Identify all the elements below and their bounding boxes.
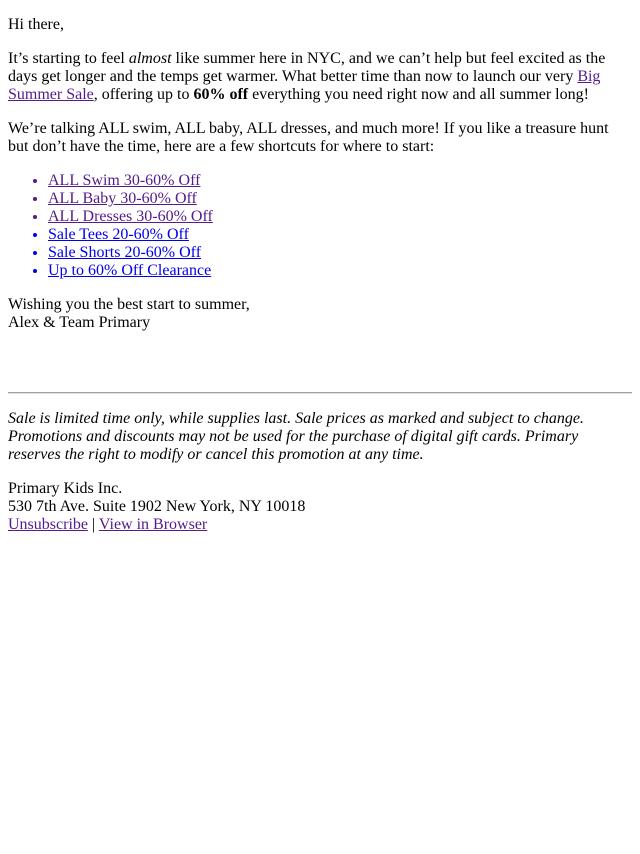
intro-text-1: It’s starting to feel	[8, 50, 129, 67]
sale-disclaimer: Sale is limited time only, while supplies last. Sale prices as marked and subject to change. Promotions and discounts may not be used for the purchase of digital gift cards. Primary reserves the right to modify or cancel this promotion at any time.	[8, 410, 584, 463]
signoff-signature: Alex & Team Primary	[8, 314, 151, 331]
signoff-line: Wishing you the best start to summer,	[8, 296, 250, 313]
unsubscribe-link[interactable]: Unsubscribe	[8, 516, 88, 533]
intro-paragraph	[8, 50, 632, 104]
shortcut-link-tees[interactable]: Sale Tees 20-60% Off	[48, 226, 189, 243]
shortcut-link-clearance[interactable]: Up to 60% Off Clearance	[48, 262, 212, 279]
shortcut-item-shorts	[48, 244, 632, 262]
shortcut-item-swim	[48, 172, 632, 190]
spacer	[8, 348, 632, 384]
shortcut-link-dresses[interactable]: ALL Dresses 30-60% Off	[48, 208, 213, 225]
company-name: Primary Kids Inc.	[8, 480, 123, 497]
intro-emphasis: almost	[128, 50, 172, 67]
company-address: 530 7th Ave. Suite 1902 New York, NY 10018	[8, 498, 306, 515]
footer-info	[8, 480, 632, 534]
shortcut-item-dresses	[48, 208, 632, 226]
shortcut-link-baby[interactable]: ALL Baby 30-60% Off	[48, 190, 197, 207]
intro-text-2: like summer here in NYC, and we can’t help but feel excited as the days get longer and the temps get warmer. What better time than now to launch our very	[8, 50, 606, 85]
view-in-browser-link[interactable]: View in Browser	[98, 516, 208, 533]
big-summer-sale-link[interactable]: Big Summer Sale	[8, 68, 601, 103]
footer-links	[8, 516, 632, 534]
intro-discount-bold: 60% off	[193, 86, 249, 103]
shortcut-item-baby	[48, 190, 632, 208]
shortcuts-list	[8, 172, 632, 280]
footer-divider	[8, 392, 632, 394]
shortcuts-intro: We’re talking ALL swim, ALL baby, ALL dresses, and much more! If you like a treasure hunt but don’t have the time, here are a few shortcuts for where to start:	[8, 120, 609, 155]
shortcut-link-shorts[interactable]: Sale Shorts 20-60% Off	[48, 244, 202, 261]
shortcut-item-clearance	[48, 262, 632, 280]
footer-link-separator: |	[87, 516, 99, 533]
signoff	[8, 296, 632, 332]
intro-text-3: , offering up to	[93, 86, 194, 103]
shortcut-item-tees	[48, 226, 632, 244]
intro-text-4: everything you need right now and all summer long!	[248, 86, 589, 103]
greeting: Hi there,	[8, 16, 64, 33]
shortcut-link-swim[interactable]: ALL Swim 30-60% Off	[48, 172, 201, 189]
